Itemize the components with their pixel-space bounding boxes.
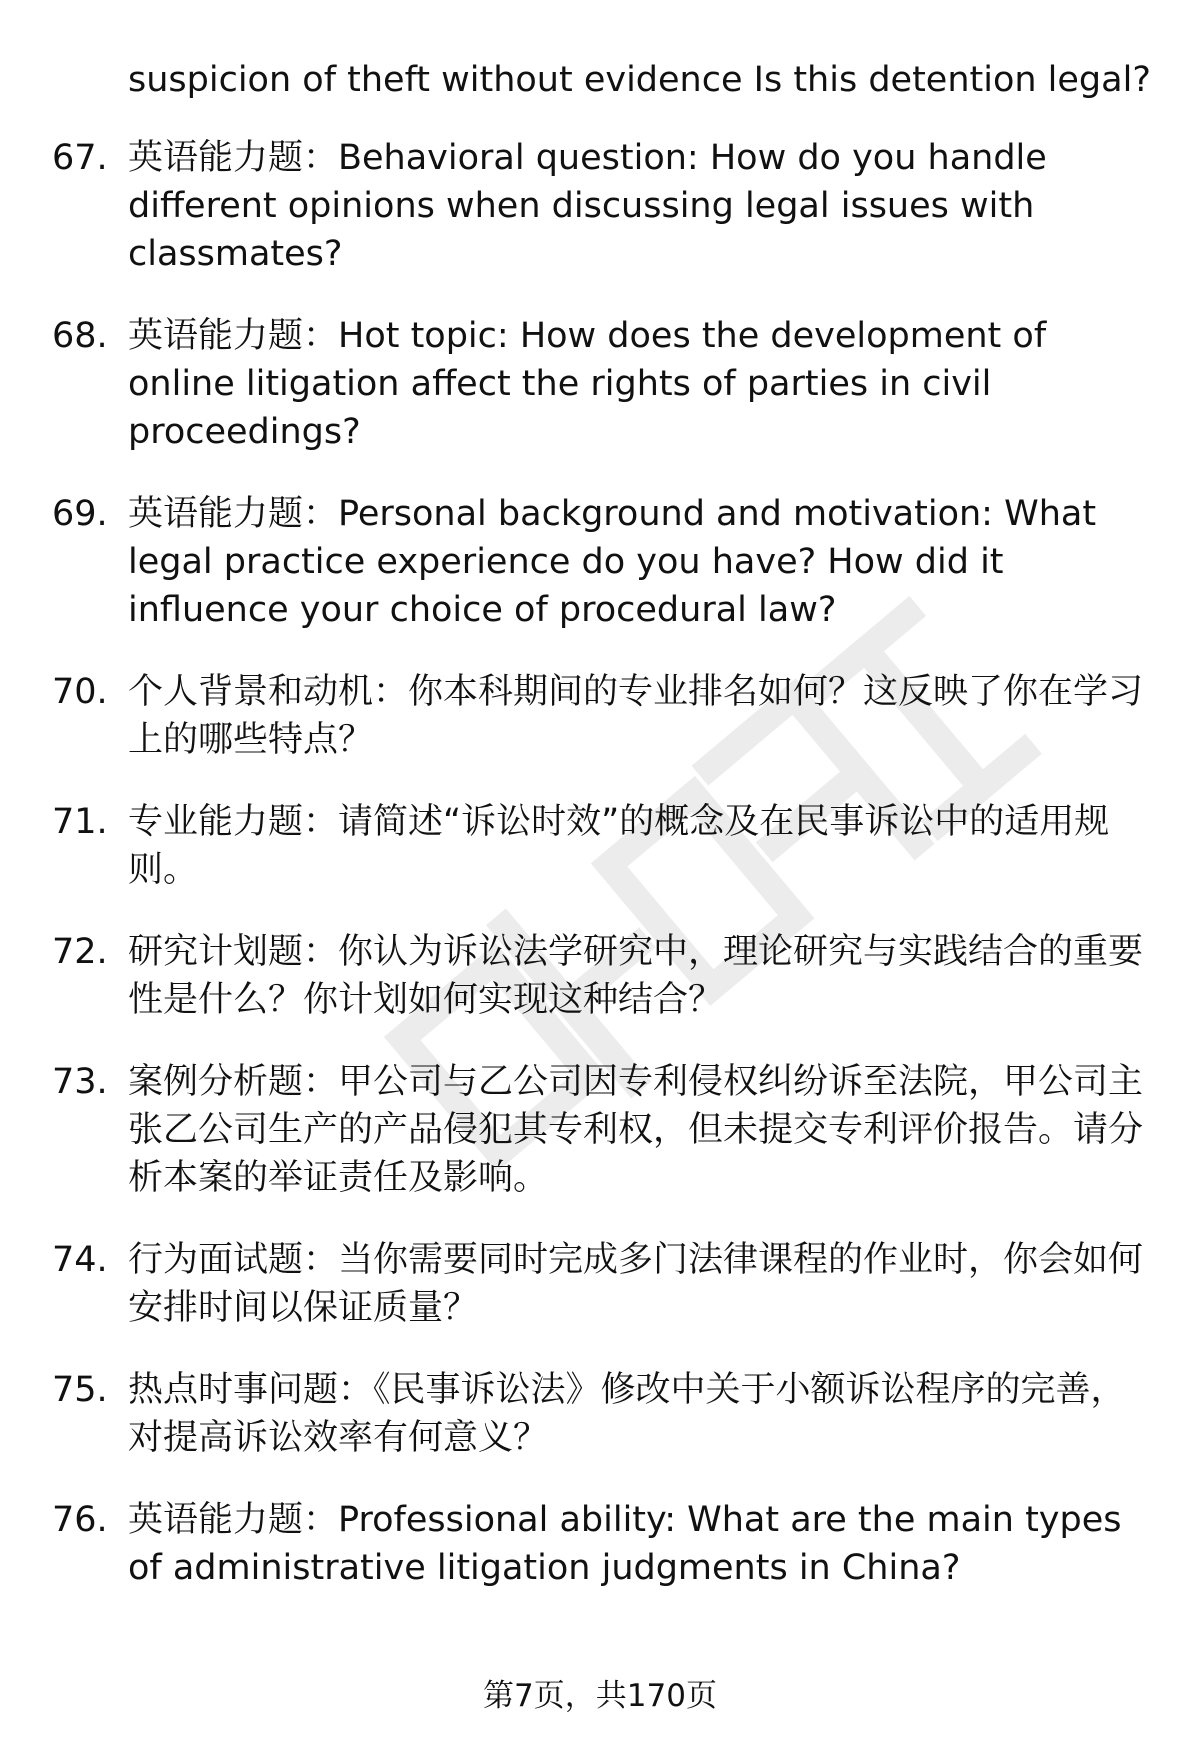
list-item: [0, 1366, 1200, 1462]
list-item-number: [0, 56, 128, 104]
list-item-text: 案例分析题：甲公司与乙公司因专利侵权纠纷诉至法院，甲公司主张乙公司生产的产品侵犯其专利权，但未提交专利评价报告。请分析本案的举证责任及影响。: [128, 1062, 1144, 1198]
list-item-number: 72.: [52, 932, 108, 972]
page-footer: 第7页，共170页: [483, 1678, 717, 1714]
list-item-number: 71.: [52, 802, 108, 842]
list-item: [0, 134, 1200, 278]
list-item: [0, 798, 1200, 894]
list-item-number: 75.: [52, 1370, 108, 1410]
list-item: [0, 668, 1200, 764]
list-item-text: 英语能力题：Professional ability: What are the main types of administrative litigation judgments in China?: [128, 1500, 1122, 1588]
list-item-text: 行为面试题：当你需要同时完成多门法律课程的作业时，你会如何安排时间以保证质量？: [128, 1240, 1144, 1328]
list-item-text: 热点时事问题：《民事诉讼法》修改中关于小额诉讼程序的完善，对提高诉讼效率有何意义？: [128, 1370, 1126, 1458]
question-list: [0, 56, 1200, 1626]
list-item-number: 74.: [52, 1240, 108, 1280]
list-item-number: 67.: [52, 138, 108, 178]
list-item-text: 研究计划题：你认为诉讼法学研究中，理论研究与实践结合的重要性是什么？你计划如何实现这种结合？: [128, 932, 1144, 1020]
list-item-text: 专业能力题：请简述“诉讼时效”的概念及在民事诉讼中的适用规则。: [128, 802, 1110, 890]
list-item-number: 70.: [52, 672, 108, 712]
list-item: [0, 928, 1200, 1024]
list-item: [0, 1496, 1200, 1592]
list-item-number: 73.: [52, 1062, 108, 1102]
list-item: [0, 312, 1200, 456]
list-item-text: suspicion of theft without evidence Is this detention legal?: [128, 60, 1151, 100]
list-item-number: 68.: [52, 316, 108, 356]
list-item-number: 69.: [52, 494, 108, 534]
list-item: [0, 1236, 1200, 1332]
list-item-continuation: [0, 56, 1200, 104]
list-item: [0, 1058, 1200, 1202]
list-item-number: 76.: [52, 1500, 108, 1540]
list-item: [0, 490, 1200, 634]
list-item-text: 英语能力题：Hot topic: How does the development of online litigation affect the rights of parties in civil proceedings?: [128, 316, 1047, 452]
list-item-text: 个人背景和动机：你本科期间的专业排名如何？这反映了你在学习上的哪些特点？: [128, 672, 1144, 760]
list-item-text: 英语能力题：Behavioral question: How do you handle different opinions when discussing legal issues with classmates?: [128, 138, 1047, 274]
list-item-text: 英语能力题：Personal background and motivation: What legal practice experience do you have? How did it influence your choice of procedural law?: [128, 494, 1097, 630]
